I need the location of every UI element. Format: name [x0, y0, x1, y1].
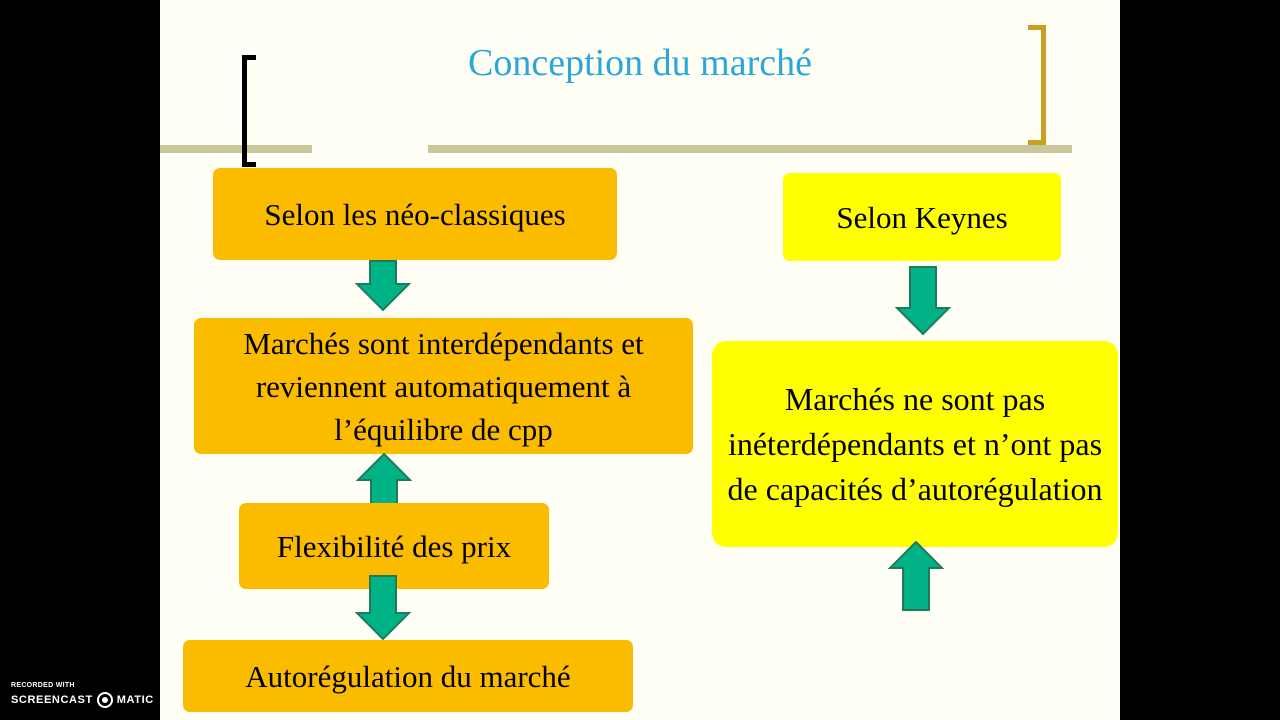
screencast-watermark: [11, 682, 154, 708]
arrow-down-3-icon: [895, 266, 951, 336]
slide-title: Conception du marché: [467, 42, 812, 84]
watermark-matic: MATIC: [116, 694, 154, 706]
arrow-up-2-icon: [888, 541, 944, 611]
watermark-recorded-with: RECORDED WITH: [11, 682, 75, 689]
box-autoregulation: Autorégulation du marché: [183, 640, 633, 712]
screencast-logo-icon: [97, 692, 113, 708]
watermark-screencast: SCREENCAST: [11, 694, 93, 706]
box-non-interdependants: Marchés ne sont pas inéterdépendants et n’ont pas de capacités d’autorégulation: [712, 341, 1118, 547]
arrow-down-1-icon: [355, 260, 411, 312]
title-rule-right: [428, 145, 1072, 153]
box-keynes: Selon Keynes: [783, 173, 1061, 261]
bracket-left-decoration: [242, 55, 256, 167]
title-rule-left: [160, 145, 312, 153]
bracket-right-decoration: [1028, 25, 1046, 145]
box-interdependants: Marchés sont interdépendants et reviennent automatiquement à l’équilibre de cpp: [194, 318, 693, 454]
arrow-down-2-icon: [355, 575, 411, 641]
box-neo-classiques: Selon les néo-classiques: [213, 168, 617, 260]
box-flexibilite-prix: Flexibilité des prix: [239, 503, 549, 589]
slide: [160, 0, 1120, 720]
